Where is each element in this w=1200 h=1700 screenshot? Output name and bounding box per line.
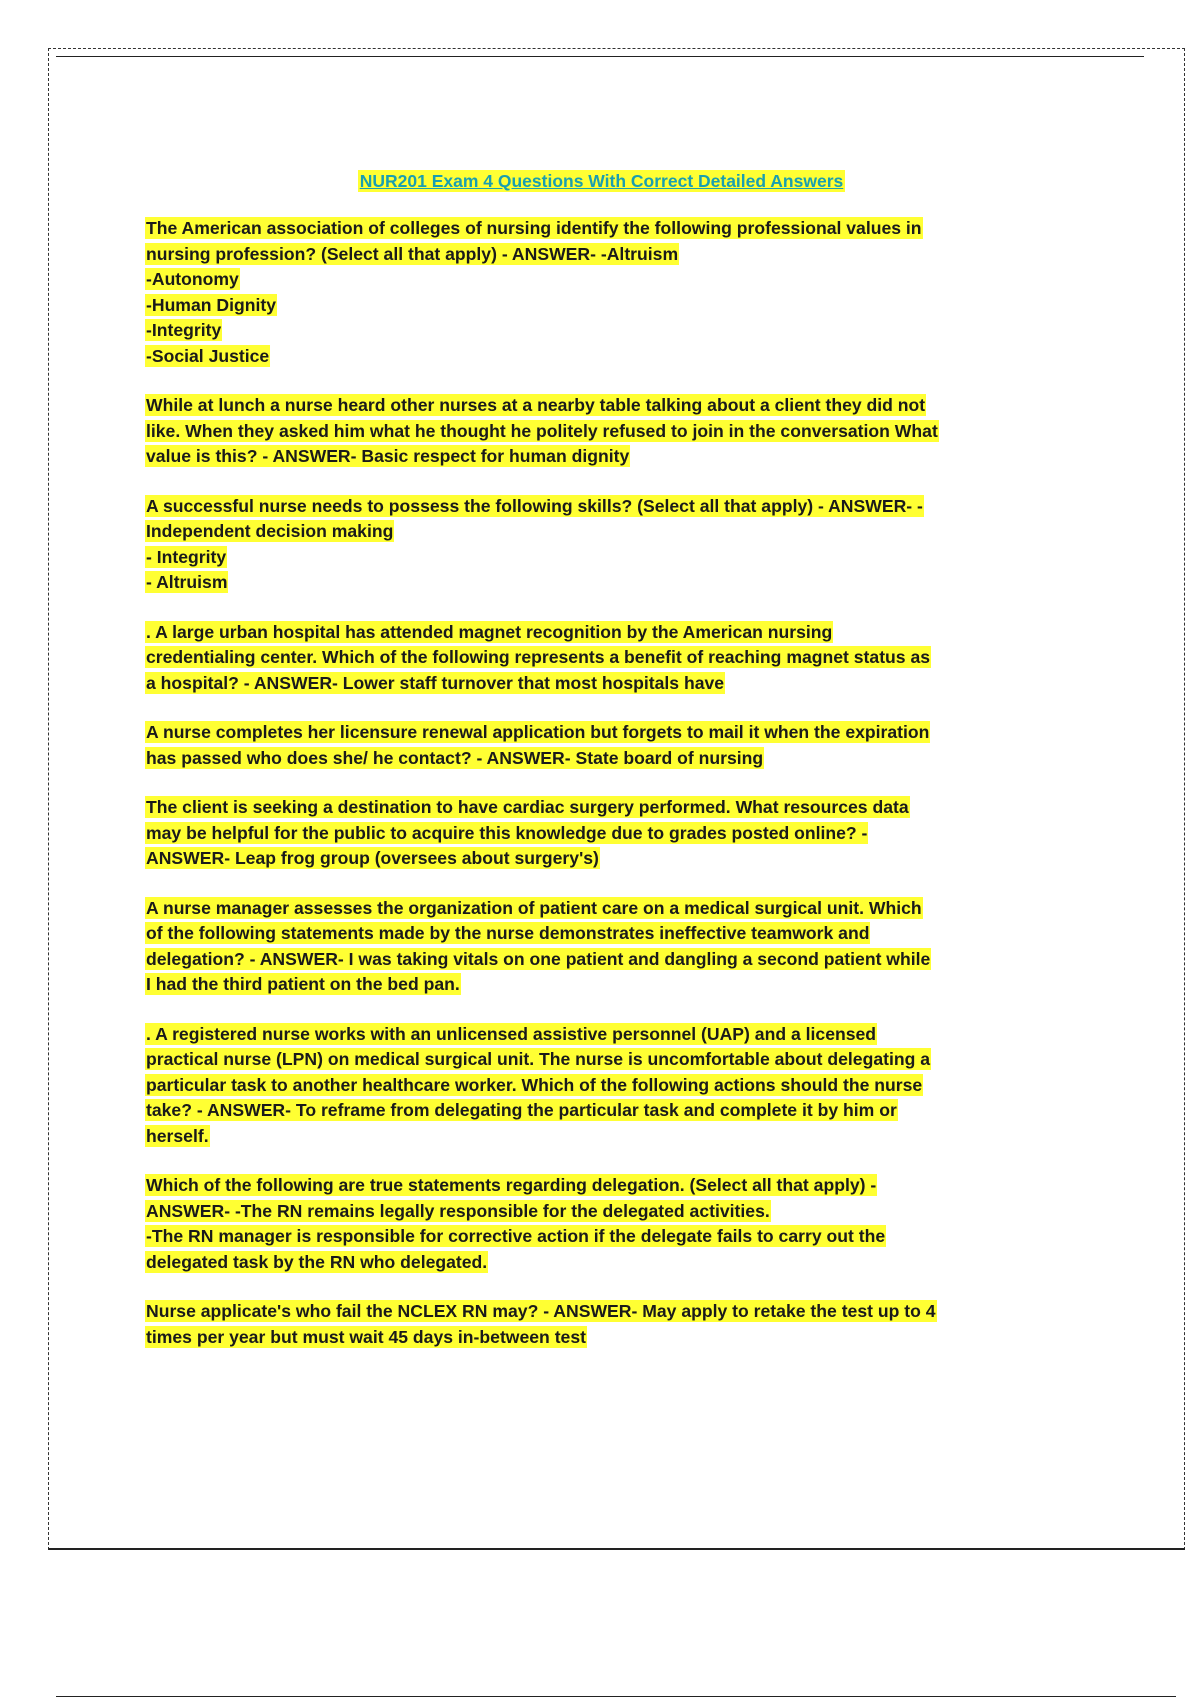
qa-line-text: herself. <box>146 1125 209 1146</box>
qa-line <box>145 1250 1090 1276</box>
qa-line <box>145 267 1090 293</box>
qa-line <box>145 620 1090 646</box>
qa-line-text: I had the third patient on the bed pan. <box>146 974 460 994</box>
qa-line <box>145 972 1090 998</box>
qa-line-text: particular task to another healthcare worker. Which of the following actions should the nurse <box>146 1074 923 1095</box>
qa-line-text: like. When they asked him what he thought he politely refused to join in the conversation What <box>146 420 938 441</box>
qa-line-text: -Social Justice <box>146 345 270 366</box>
qa-line <box>145 1073 1090 1099</box>
qa-line-text: delegation? - ANSWER- I was taking vitals on one patient and dangling a second patient while <box>146 948 931 969</box>
qa-line-text: Independent decision making <box>146 521 394 541</box>
qa-list <box>145 216 1090 1350</box>
qa-line-text: a hospital? - ANSWER- Lower staff turnover that most hospitals have <box>146 672 725 693</box>
qa-line <box>145 419 1090 445</box>
qa-item <box>145 795 1090 872</box>
qa-line <box>145 1022 1090 1048</box>
qa-line <box>145 1224 1090 1250</box>
qa-line <box>145 318 1090 344</box>
document-body <box>145 168 1090 1374</box>
qa-line-text: -Autonomy <box>146 269 239 289</box>
qa-line <box>145 921 1090 947</box>
qa-item <box>145 620 1090 697</box>
qa-line-text: Which of the following are true statements regarding delegation. (Select all that apply) - <box>146 1175 877 1195</box>
qa-line <box>145 795 1090 821</box>
qa-line <box>145 720 1090 746</box>
qa-line <box>145 519 1090 545</box>
frame-top-rule <box>56 56 1144 57</box>
qa-line <box>145 242 1090 268</box>
qa-line-text: value is this? - ANSWER- Basic respect for human dignity <box>146 446 630 466</box>
qa-line-text: ANSWER- -The RN remains legally responsible for the delegated activities. <box>146 1200 770 1221</box>
qa-line-text: While at lunch a nurse heard other nurses at a nearby table talking about a client they did not <box>146 395 926 415</box>
qa-line-text: . A large urban hospital has attended magnet recognition by the American nursing <box>146 621 833 642</box>
qa-item <box>145 216 1090 369</box>
qa-line-text: - Integrity <box>146 546 227 567</box>
document-title: NUR201 Exam 4 Questions With Correct Detailed Answers <box>359 171 844 191</box>
qa-line-text: practical nurse (LPN) on medical surgical unit. The nurse is uncomfortable about delegating a <box>146 1049 931 1069</box>
qa-line <box>145 947 1090 973</box>
qa-line <box>145 1299 1090 1325</box>
qa-item <box>145 1022 1090 1150</box>
page-bottom-rule <box>56 1696 1176 1697</box>
qa-line-text: A nurse manager assesses the organization of patient care on a medical surgical unit. Which <box>146 897 922 918</box>
qa-item <box>145 720 1090 771</box>
qa-line <box>145 444 1090 470</box>
qa-line-text: The client is seeking a destination to have cardiac surgery performed. What resources data <box>146 797 909 817</box>
qa-line-text: A successful nurse needs to possess the following skills? (Select all that apply) - ANSWER- - <box>146 495 923 516</box>
qa-line-text: -Human Dignity <box>146 294 276 315</box>
qa-line <box>145 1047 1090 1073</box>
qa-line-text: delegated task by the RN who delegated. <box>146 1251 488 1272</box>
qa-line <box>145 344 1090 370</box>
qa-item <box>145 393 1090 470</box>
qa-line-text: ANSWER- Leap frog group (oversees about surgery's) <box>146 848 599 868</box>
qa-item <box>145 1299 1090 1350</box>
qa-line-text: The American association of colleges of nursing identify the following professional values in <box>146 218 922 238</box>
qa-item <box>145 896 1090 998</box>
qa-line <box>145 1124 1090 1150</box>
qa-line-text: times per year but must wait 45 days in-between test <box>146 1326 586 1347</box>
qa-line-text: of the following statements made by the nurse demonstrates ineffective teamwork and <box>146 923 870 943</box>
document-title-wrap <box>145 168 1090 194</box>
qa-line <box>145 293 1090 319</box>
qa-line <box>145 494 1090 520</box>
qa-line <box>145 846 1090 872</box>
qa-line <box>145 1098 1090 1124</box>
qa-item <box>145 494 1090 596</box>
qa-line-text: take? - ANSWER- To reframe from delegating the particular task and complete it by him or <box>146 1100 897 1120</box>
qa-line <box>145 645 1090 671</box>
qa-line-text: . A registered nurse works with an unlicensed assistive personnel (UAP) and a licensed <box>146 1023 877 1044</box>
qa-line-text: has passed who does she/ he contact? - ANSWER- State board of nursing <box>146 747 764 768</box>
qa-line-text: nursing profession? (Select all that apply) - ANSWER- -Altruism <box>146 243 679 264</box>
qa-item <box>145 1173 1090 1275</box>
frame-bottom-rule <box>48 1548 1185 1550</box>
qa-line <box>145 545 1090 571</box>
qa-line <box>145 1173 1090 1199</box>
qa-line <box>145 1325 1090 1351</box>
qa-line-text: Nurse applicate's who fail the NCLEX RN may? - ANSWER- May apply to retake the test up to 4 <box>146 1301 936 1321</box>
qa-line-text: may be helpful for the public to acquire this knowledge due to grades posted online? - <box>146 822 868 843</box>
qa-line-text: -The RN manager is responsible for corrective action if the delegate fails to carry out the <box>146 1226 886 1246</box>
qa-line <box>145 671 1090 697</box>
qa-line-text: A nurse completes her licensure renewal application but forgets to mail it when the expiration <box>146 722 930 742</box>
qa-line-text: credentialing center. Which of the following represents a benefit of reaching magnet status as <box>146 647 931 667</box>
qa-line <box>145 216 1090 242</box>
qa-line <box>145 393 1090 419</box>
qa-line <box>145 821 1090 847</box>
qa-line <box>145 570 1090 596</box>
qa-line <box>145 1199 1090 1225</box>
qa-line <box>145 896 1090 922</box>
qa-line <box>145 746 1090 772</box>
qa-line-text: -Integrity <box>146 320 222 340</box>
qa-line-text: - Altruism <box>146 572 228 592</box>
